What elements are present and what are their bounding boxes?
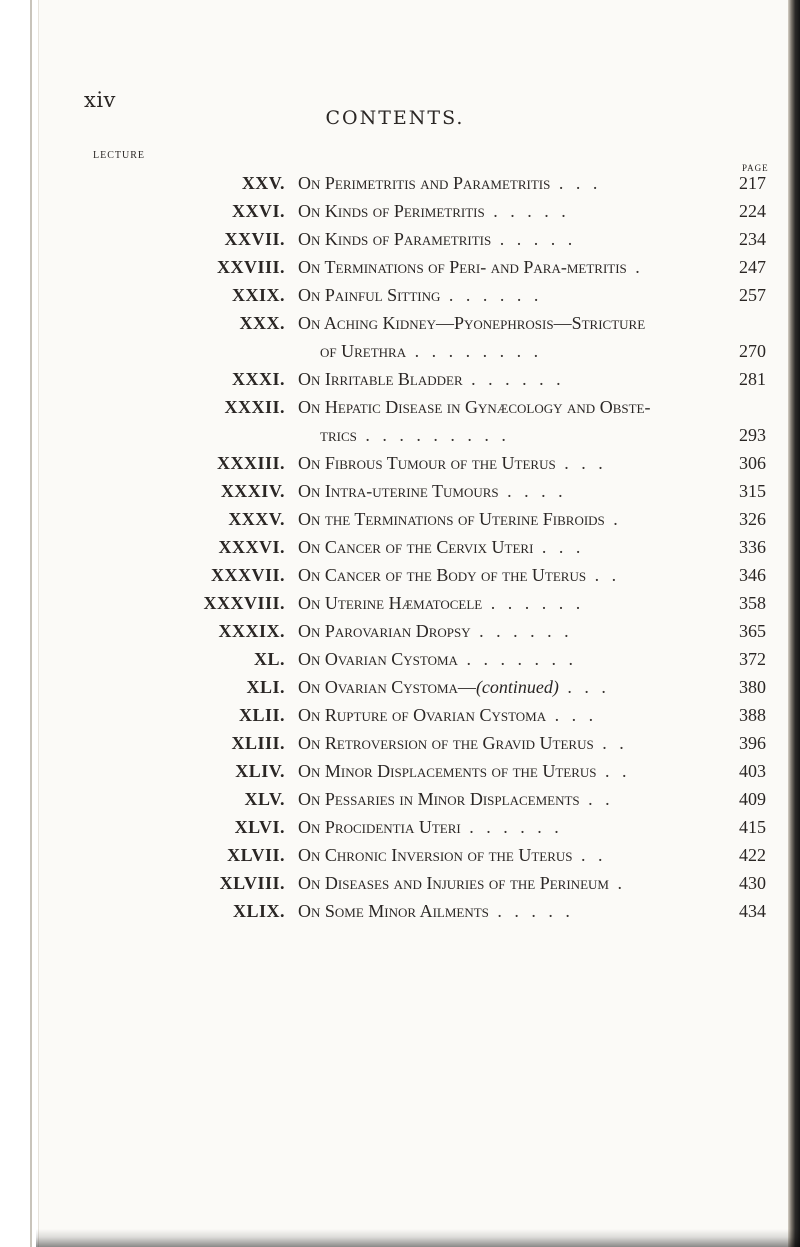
lecture-title: On Chronic Inversion of the Uterus . . — [298, 845, 607, 865]
page-reference: 293 — [739, 425, 766, 445]
lecture-numeral: XXXV. — [228, 509, 285, 529]
contents-entry-xlvi — [0, 817, 800, 845]
lecture-numeral: XLIV. — [235, 761, 285, 781]
contents-entry-xlv — [0, 789, 800, 817]
lecture-numeral: XLIX. — [232, 901, 285, 921]
page-reference: 270 — [739, 341, 766, 361]
lecture-title: On Rupture of Ovarian Cystoma . . . — [298, 705, 598, 725]
contents-entry-xxxv — [0, 509, 800, 537]
lecture-title: On Some Minor Ailments . . . . . — [298, 901, 574, 921]
lecture-numeral: XXVI. — [231, 201, 285, 221]
contents-entry-xxxvi — [0, 537, 800, 565]
contents-entry-xxvii — [0, 229, 800, 257]
lecture-numeral: XXXVII. — [210, 565, 285, 585]
contents-entry-xxxii — [0, 397, 800, 453]
contents-entry-xxxix — [0, 621, 800, 649]
lecture-numeral: XXVII. — [224, 229, 285, 249]
lecture-title: On Minor Displacements of the Uterus . . — [298, 761, 631, 781]
page-reference: 388 — [739, 705, 766, 725]
lecture-title: On Kinds of Perimetritis . . . . . — [298, 201, 570, 221]
page-reference: 315 — [739, 481, 766, 501]
page-reference: 257 — [739, 285, 766, 305]
contents-entry-xxxiv — [0, 481, 800, 509]
page-reference: 409 — [739, 789, 766, 809]
contents-entry-xli — [0, 677, 800, 705]
lecture-numeral: XLIII. — [231, 733, 285, 753]
page-reference: 306 — [739, 453, 766, 473]
lecture-title: On Uterine Hæmatocele . . . . . . — [298, 593, 585, 613]
lecture-numeral: XXXIII. — [216, 453, 285, 473]
page-reference: 281 — [739, 369, 766, 389]
contents-entry-xxix — [0, 285, 800, 313]
page-column-label: PAGE — [742, 163, 769, 173]
lecture-title: On Perimetritis and Parametritis . . . — [298, 173, 602, 193]
lecture-numeral: XXXVIII. — [203, 593, 285, 613]
lecture-title: On Irritable Bladder . . . . . . — [298, 369, 565, 389]
lecture-title: On Intra-uterine Tumours . . . . — [298, 481, 567, 501]
lecture-title: On Terminations of Peri- and Para-metritis . — [298, 257, 644, 277]
contents-entry-xxxi — [0, 369, 800, 397]
contents-entry-xliv — [0, 761, 800, 789]
lecture-numeral: XXX. — [239, 313, 285, 333]
contents-entry-xxv — [0, 173, 800, 201]
lecture-numeral: XXVIII. — [216, 257, 285, 277]
contents-entry-xliii — [0, 733, 800, 761]
contents-entry-xxxvii — [0, 565, 800, 593]
lecture-numeral: XLII. — [238, 705, 285, 725]
lecture-title: On Retroversion of the Gravid Uterus . . — [298, 733, 628, 753]
page-reference: 415 — [739, 817, 766, 837]
page-reference: 234 — [739, 229, 766, 249]
lecture-title: On Pessaries in Minor Displacements . . — [298, 789, 614, 809]
page-reference: 372 — [739, 649, 766, 669]
lecture-title: On Cancer of the Cervix Uteri . . . — [298, 537, 585, 557]
page-reference: 326 — [739, 509, 766, 529]
page-reference: 380 — [739, 677, 766, 697]
page-reference: 217 — [739, 173, 766, 193]
lecture-title: On the Terminations of Uterine Fibroids . — [298, 509, 622, 529]
lecture-numeral: XXXI. — [231, 369, 285, 389]
lecture-title: On Hepatic Disease in Gynæcology and Obste- — [298, 397, 651, 417]
lecture-numeral: XXXVI. — [218, 537, 285, 557]
page-reference: 358 — [739, 593, 766, 613]
lecture-numeral: XXV. — [241, 173, 285, 193]
contents-entry-xlviii — [0, 873, 800, 901]
page-reference: 396 — [739, 733, 766, 753]
page-reference: 336 — [739, 537, 766, 557]
page-reference: 422 — [739, 845, 766, 865]
lecture-numeral: XLI. — [246, 677, 285, 697]
lecture-numeral: XLVII. — [227, 845, 285, 865]
lecture-numeral: XXIX. — [231, 285, 285, 305]
page-reference: 224 — [739, 201, 766, 221]
contents-entry-xlvii — [0, 845, 800, 873]
lecture-numeral: XLVIII. — [219, 873, 285, 893]
lecture-title-continuation: trics . . . . . . . . . — [320, 425, 510, 445]
contents-entry-xxx — [0, 313, 800, 369]
lecture-title-continuation: of Urethra . . . . . . . . — [320, 341, 543, 361]
lecture-title: On Diseases and Injuries of the Perineum . — [298, 873, 626, 893]
page-reference: 247 — [739, 257, 766, 277]
lecture-title: On Ovarian Cystoma—(continued) . . . — [298, 677, 610, 697]
page-number: xiv — [84, 88, 116, 112]
lecture-numeral: XXXIV. — [220, 481, 285, 501]
lecture-column-label: LECTURE — [93, 150, 145, 161]
lecture-title: On Kinds of Parametritis . . . . . — [298, 229, 577, 249]
page-reference: 434 — [739, 901, 766, 921]
contents-entry-xxxiii — [0, 453, 800, 481]
lecture-numeral: XLV. — [244, 789, 285, 809]
lecture-title: On Fibrous Tumour of the Uterus . . . — [298, 453, 607, 473]
contents-entry-xl — [0, 649, 800, 677]
contents-entry-xxviii — [0, 257, 800, 285]
lecture-numeral: XL. — [253, 649, 285, 669]
page-reference: 346 — [739, 565, 766, 585]
lecture-numeral: XXXIX. — [218, 621, 285, 641]
contents-entry-xxvi — [0, 201, 800, 229]
lecture-title: On Aching Kidney—Pyonephrosis—Stricture — [298, 313, 646, 333]
lecture-numeral: XXXII. — [224, 397, 285, 417]
lecture-numeral: XLVI. — [234, 817, 285, 837]
lecture-title: On Painful Sitting . . . . . . — [298, 285, 543, 305]
lecture-title: On Procidentia Uteri . . . . . . — [298, 817, 563, 837]
contents-entry-xlix — [0, 901, 800, 929]
lecture-title: On Parovarian Dropsy . . . . . . — [298, 621, 573, 641]
lecture-title: On Cancer of the Body of the Uterus . . — [298, 565, 621, 585]
contents-entry-xlii — [0, 705, 800, 733]
running-title: CONTENTS. — [325, 107, 465, 129]
page-reference: 403 — [739, 761, 766, 781]
page-reference: 365 — [739, 621, 766, 641]
lecture-title: On Ovarian Cystoma . . . . . . . — [298, 649, 577, 669]
page-reference: 430 — [739, 873, 766, 893]
contents-entry-xxxviii — [0, 593, 800, 621]
